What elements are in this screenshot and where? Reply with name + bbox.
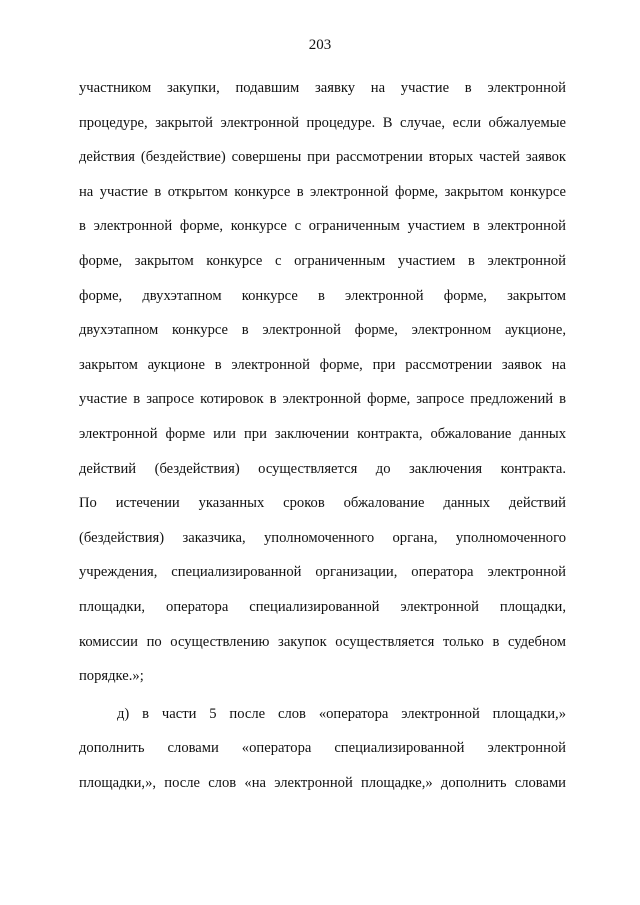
- text-line: на участие в открытом конкурсе в электронной форме, закрытом конкурсе: [79, 183, 566, 200]
- text-line: форме, двухэтапном конкурсе в электронной форме, закрытом: [79, 287, 566, 304]
- paragraph-continuation: [79, 71, 566, 694]
- document-body: [79, 71, 566, 800]
- text-line: По истечении указанных сроков обжалование данных действий: [79, 495, 566, 512]
- text-line: комиссии по осуществлению закупок осуществляется только в судебном: [79, 633, 566, 650]
- text-line: двухэтапном конкурсе в электронной форме, электронном аукционе,: [79, 322, 566, 339]
- text-line: площадки,», после слов «на электронной площадке,» дополнить словами: [79, 774, 566, 791]
- text-line: д) в части 5 после слов «оператора электронной площадки,»: [117, 705, 566, 722]
- paragraph-item-d: [79, 697, 566, 801]
- text-line: действия (бездействие) совершены при рассмотрении вторых частей заявок: [79, 149, 566, 166]
- text-line: порядке.»;: [79, 668, 144, 685]
- text-line: участие в запросе котировок в электронной форме, запросе предложений в: [79, 391, 566, 408]
- text-line: форме, закрытом конкурсе с ограниченным участием в электронной: [79, 252, 566, 269]
- page-number: 203: [308, 37, 332, 53]
- text-line: процедуре, закрытой электронной процедуре. В случае, если обжалуемые: [79, 114, 566, 131]
- text-line: электронной форме или при заключении контракта, обжалование данных: [79, 425, 566, 442]
- text-line: площадки, оператора специализированной электронной площадки,: [79, 598, 566, 615]
- text-line: учреждения, специализированной организации, оператора электронной: [79, 564, 566, 581]
- text-line: (бездействия) заказчика, уполномоченного органа, уполномоченного: [79, 529, 566, 546]
- text-line: дополнить словами «оператора специализированной электронной: [79, 740, 566, 757]
- text-line: в электронной форме, конкурсе с ограниченным участием в электронной: [79, 218, 566, 235]
- text-line: закрытом аукционе в электронной форме, при рассмотрении заявок на: [79, 356, 566, 373]
- text-line: участником закупки, подавшим заявку на участие в электронной: [79, 80, 566, 96]
- text-line: действий (бездействия) осуществляется до заключения контракта.: [79, 460, 566, 477]
